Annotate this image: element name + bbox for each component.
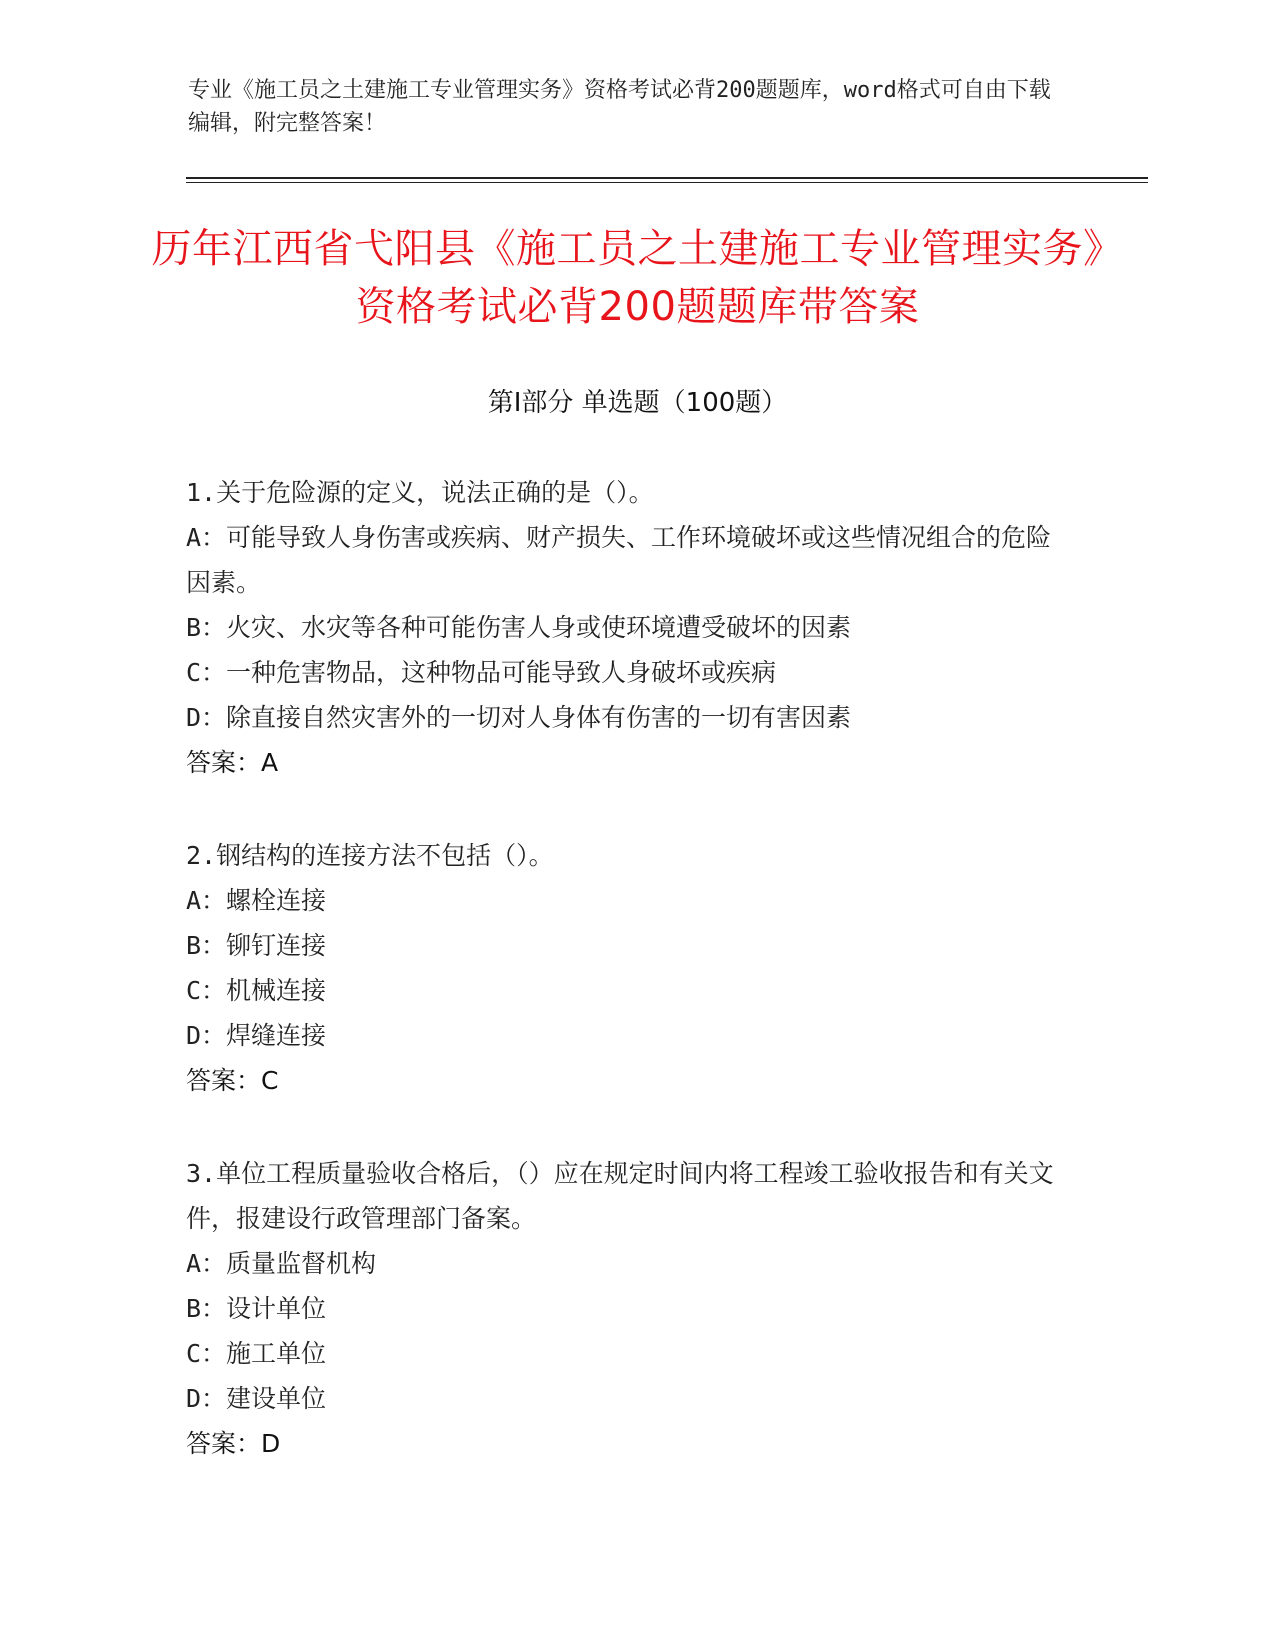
answer-line: 答案：D (186, 1429, 281, 1458)
answer-line: 答案：A (186, 748, 279, 777)
option-a: A：质量监督机构 (186, 1249, 377, 1278)
question-stem: 2.钢结构的连接方法不包括（）。 (186, 841, 554, 870)
question-2 (186, 833, 1066, 1103)
option-d: D：焊缝连接 (186, 1021, 327, 1050)
answer-line: 答案：C (186, 1066, 279, 1095)
option-b: B：设计单位 (186, 1294, 327, 1323)
option-d: D：建设单位 (186, 1384, 327, 1413)
option-d: D：除直接自然灾害外的一切对人身体有伤害的一切有害因素 (186, 703, 852, 732)
option-c: C：施工单位 (186, 1339, 327, 1368)
question-1 (186, 470, 1066, 785)
header-rule-thin (186, 182, 1148, 183)
header-rule-thick (186, 177, 1148, 179)
option-a: A：螺栓连接 (186, 886, 327, 915)
question-3 (186, 1151, 1066, 1466)
question-stem: 3.单位工程质量验收合格后，（）应在规定时间内将工程竣工验收报告和有关文件，报建设行政管理部门备案。 (186, 1159, 1054, 1233)
document-title: 历年江西省弋阳县《施工员之土建施工专业管理实务》资格考试必背200题题库带答案 (151, 226, 1124, 330)
section-title: 第Ⅰ部分 单选题（100题） (487, 388, 788, 418)
option-c: C：机械连接 (186, 976, 327, 1005)
header-note: 专业《施工员之土建施工专业管理实务》资格考试必背200题题库，word格式可自由下载编辑，附完整答案！ (188, 78, 1051, 136)
option-a: A：可能导致人身伤害或疾病、财产损失、工作环境破坏或这些情况组合的危险因素。 (186, 523, 1052, 597)
question-stem: 1.关于危险源的定义，说法正确的是（）。 (186, 478, 654, 507)
option-c: C：一种危害物品，这种物品可能导致人身破坏或疾病 (186, 658, 777, 687)
option-b: B：铆钉连接 (186, 931, 327, 960)
option-b: B：火灾、水灾等各种可能伤害人身或使环境遭受破坏的因素 (186, 613, 852, 642)
